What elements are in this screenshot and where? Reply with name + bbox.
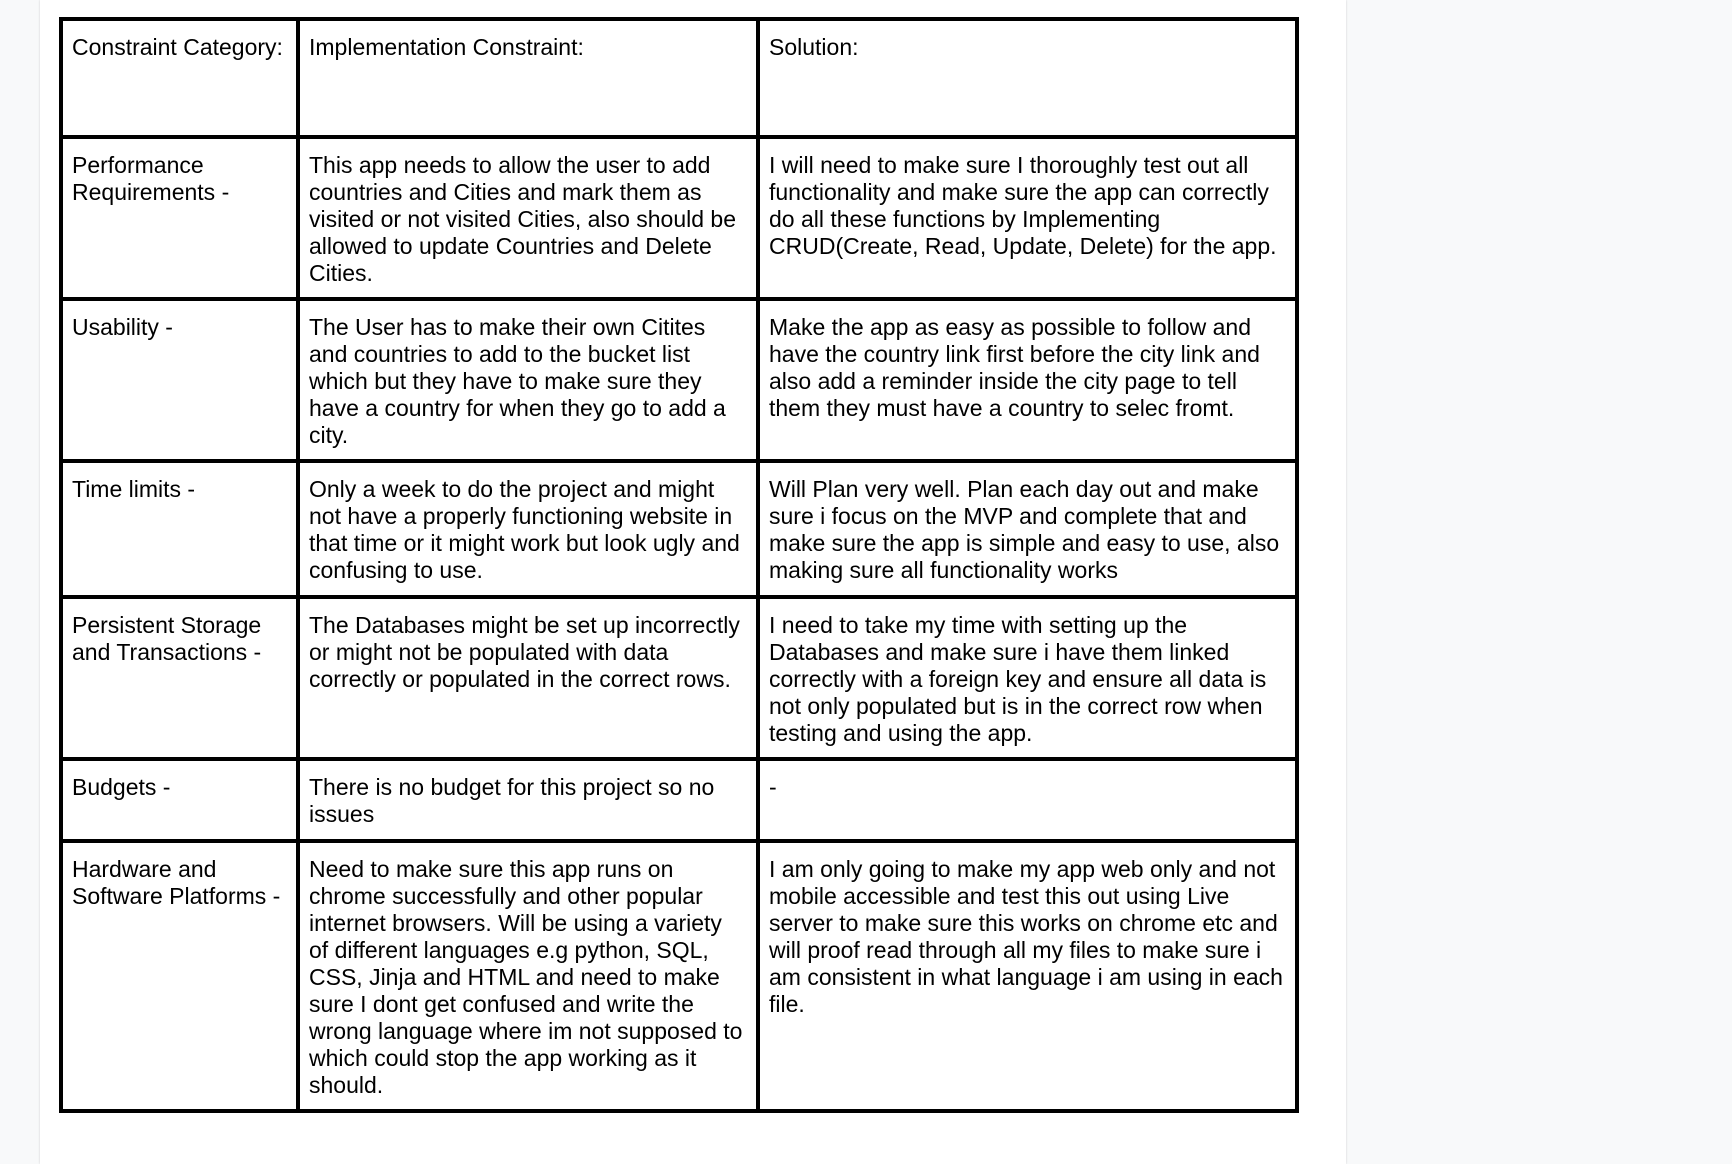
table-row [61,597,1297,759]
category-cell[interactable]: Persistent Storage and Transactions - [61,597,298,759]
constraint-cell[interactable]: The User has to make their own Citites and countries to add to the bucket list which but they have to make sure they have a country for when they go to add a city. [298,299,758,461]
constraint-cell[interactable]: Need to make sure this app runs on chrome successfully and other popular internet browsers. Will be using a variety of different languages e.g python, SQL, CSS, Jinja and HTML and need to make sure I dont get confused and write the wrong language where im not supposed to which could stop the app working as it should. [298,841,758,1111]
category-cell[interactable]: Usability - [61,299,298,461]
header-solution-cell[interactable]: Solution: [758,19,1297,137]
solution-cell[interactable]: I will need to make sure I thoroughly test out all functionality and make sure the app can correctly do all these functions by Implementing CRUD(Create, Read, Update, Delete) for the app. [758,137,1297,299]
solution-cell[interactable]: I am only going to make my app web only and not mobile accessible and test this out using Live server to make sure this works on chrome etc and will proof read through all my files to make sure i am consistent in what language i am using in each file. [758,841,1297,1111]
table-header-row [61,19,1297,137]
category-cell[interactable]: Hardware and Software Platforms - [61,841,298,1111]
category-cell[interactable]: Time limits - [61,461,298,597]
category-cell[interactable]: Budgets - [61,759,298,841]
table-row [61,461,1297,597]
header-category-cell[interactable]: Constraint Category: [61,19,298,137]
constraint-cell[interactable]: There is no budget for this project so no issues [298,759,758,841]
table-row [61,841,1297,1111]
solution-cell[interactable]: Make the app as easy as possible to follow and have the country link first before the city link and also add a reminder inside the city page to tell them they must have a country to selec fromt. [758,299,1297,461]
constraint-cell[interactable]: The Databases might be set up incorrectly or might not be populated with data correctly or populated in the correct rows. [298,597,758,759]
constraint-cell[interactable]: This app needs to allow the user to add countries and Cities and mark them as visited or not visited Cities, also should be allowed to update Countries and Delete Cities. [298,137,758,299]
table-row [61,759,1297,841]
header-constraint-cell[interactable]: Implementation Constraint: [298,19,758,137]
solution-cell[interactable]: I need to take my time with setting up the Databases and make sure i have them linked correctly with a foreign key and ensure all data is not only populated but is in the correct row when testing and using the app. [758,597,1297,759]
table-row [61,299,1297,461]
solution-cell[interactable]: Will Plan very well. Plan each day out and make sure i focus on the MVP and complete that and make sure the app is simple and easy to use, also making sure all functionality works [758,461,1297,597]
constraints-table [59,17,1299,1113]
table-row [61,137,1297,299]
constraint-cell[interactable]: Only a week to do the project and might not have a properly functioning website in that time or it might work but look ugly and confusing to use. [298,461,758,597]
category-cell[interactable]: Performance Requirements - [61,137,298,299]
solution-cell[interactable]: - [758,759,1297,841]
document-page [40,0,1346,1164]
